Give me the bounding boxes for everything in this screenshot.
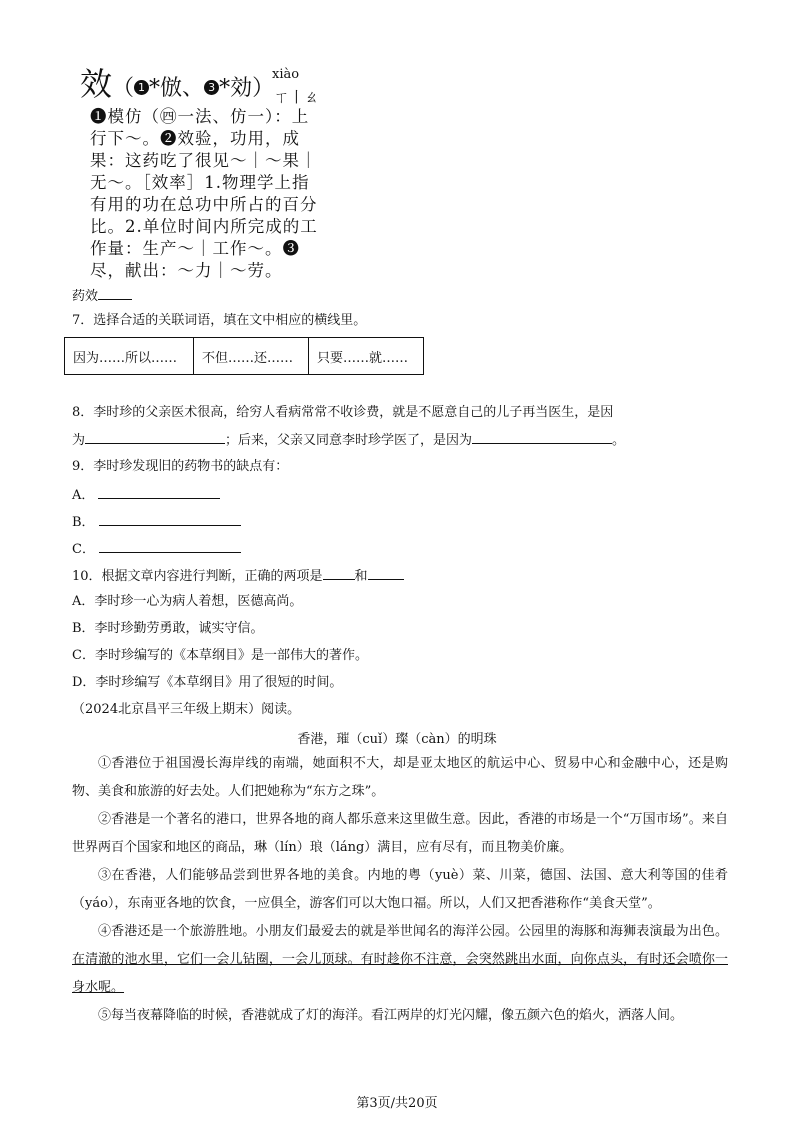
option-cell: 因为……所以…… bbox=[65, 338, 194, 375]
q10-option-c: C．李时珍编写的《本草纲目》是一部伟大的著作。 bbox=[72, 648, 368, 663]
dict-variant-3: *効 bbox=[219, 76, 253, 101]
q10-option-a: A．李时珍一心为病人着想，医德高尚。 bbox=[72, 594, 303, 609]
question-8-line2 bbox=[72, 430, 625, 450]
answer-blank[interactable] bbox=[98, 485, 220, 499]
question-7: 7．选择合适的关联词语，填在文中相应的横线里。 bbox=[72, 313, 367, 328]
answer-blank[interactable] bbox=[472, 430, 612, 444]
q10-text: 10．根据文章内容进行判断，正确的两项是 bbox=[72, 569, 323, 584]
circled-number-3: 3 bbox=[204, 80, 219, 95]
option-label: B． bbox=[72, 515, 95, 530]
q10-option-d: D．李时珍编写《本草纲目》用了很短的时间。 bbox=[72, 675, 343, 690]
answer-blank[interactable] bbox=[85, 430, 225, 444]
dict-variant-close: ） bbox=[252, 76, 275, 101]
question-9: 9．李时珍发现旧的药物书的缺点有： bbox=[72, 459, 289, 474]
dict-headword-line bbox=[80, 64, 274, 109]
q9-option-b bbox=[72, 512, 241, 532]
conjunction-options-table bbox=[64, 337, 424, 375]
question-10 bbox=[72, 566, 404, 586]
q9-option-a bbox=[72, 485, 220, 505]
option-cell: 不但……还…… bbox=[194, 338, 309, 375]
option-label: C． bbox=[72, 542, 95, 557]
answer-blank[interactable] bbox=[99, 512, 241, 526]
paragraph-2: ②香港是一个著名的港口，世界各地的商人都乐意来这里做生意。因此，香港的市场是一个“万国市场”。来自世界两百个国家和地区的商品，琳（lín）琅（láng）满目，应有尽有，而且物美价廉。 bbox=[72, 812, 728, 855]
paragraph-4-text: ④香港还是一个旅游胜地。小朋友们最爱去的就是举世闻名的海洋公园。公园里的海豚和海狮表演最为出色。 bbox=[98, 924, 728, 939]
option-label: A． bbox=[72, 488, 95, 503]
dict-headword: 效 bbox=[80, 65, 113, 103]
q8-text: 为 bbox=[72, 433, 86, 448]
paragraph-5: ⑤每当夜幕降临的时候，香港就成了灯的海洋。看江两岸的灯光闪耀，像五颜六色的焰火，洒落人间。 bbox=[98, 1008, 684, 1023]
q10-text: 和 bbox=[354, 569, 368, 584]
dict-variant-sep: 、 bbox=[182, 76, 205, 101]
yaoxiao-label: 药效 bbox=[72, 289, 99, 304]
dict-pinyin: xiào bbox=[272, 67, 300, 82]
source-note: （2024北京昌平三年级上期末）阅读。 bbox=[72, 702, 301, 717]
article-title: 香港，璀（cuǐ）璨（càn）的明珠 bbox=[297, 732, 497, 747]
answer-blank[interactable] bbox=[323, 566, 355, 580]
dict-zhuyin: ㄒ丨ㄠ bbox=[274, 88, 320, 106]
question-8: 8．李时珍的父亲医术很高，给穷人看病常常不收诊费，就是不愿意自己的儿子再当医生，是因 bbox=[72, 405, 614, 420]
q8-text: ；后来，父亲又同意李时珍学医了，是因为 bbox=[225, 433, 473, 448]
answer-blank[interactable] bbox=[99, 539, 241, 553]
dict-definition: ❶模仿（㊃一法、仿一）：上行下～。❷效验，功用，成果：这药吃了很见～｜～果｜无～。［效率］1.物理学上指有用的功在总功中所占的百分比。2.单位时间内所完成的工作量：生产～｜工作～。❸尽，献出：～力｜～劳。 bbox=[90, 107, 318, 280]
dict-variant-1: *倣 bbox=[149, 76, 183, 101]
paragraph-3: ③在香港，人们能够品尝到世界各地的美食。内地的粤（yuè）菜、川菜，德国、法国、意大利等国的佳肴（yáo），东南亚各地的饮食，一应俱全，游客们可以大饱口福。所以，人们又把香港称作“美食天堂”。 bbox=[72, 868, 728, 911]
dict-variant-open: （ bbox=[112, 76, 135, 101]
option-cell: 只要……就…… bbox=[309, 338, 424, 375]
paragraph-1: ①香港位于祖国漫长海岸线的南端，她面积不大，却是亚太地区的航运中心、贸易中心和金融中心，还是购物、美食和旅游的好去处。人们把她称为“东方之珠”。 bbox=[72, 756, 728, 799]
q9-option-c bbox=[72, 539, 241, 559]
circled-number-1: 1 bbox=[134, 80, 149, 95]
page-footer: 第3页/共20页 bbox=[356, 1096, 438, 1111]
question-yaoxiao bbox=[72, 286, 132, 306]
answer-blank[interactable] bbox=[368, 566, 404, 580]
paragraph-4 bbox=[72, 918, 728, 1002]
answer-blank[interactable] bbox=[98, 286, 132, 300]
underlined-sentence: 在清澈的池水里，它们一会儿钻圈，一会儿顶球。有时趁你不注意，会突然跳出水面，向你点头，有时还会喷你一身水呢。 bbox=[72, 952, 728, 995]
q10-option-b: B．李时珍勤劳勇敢，诚实守信。 bbox=[72, 621, 264, 636]
q8-text: 。 bbox=[612, 433, 626, 448]
